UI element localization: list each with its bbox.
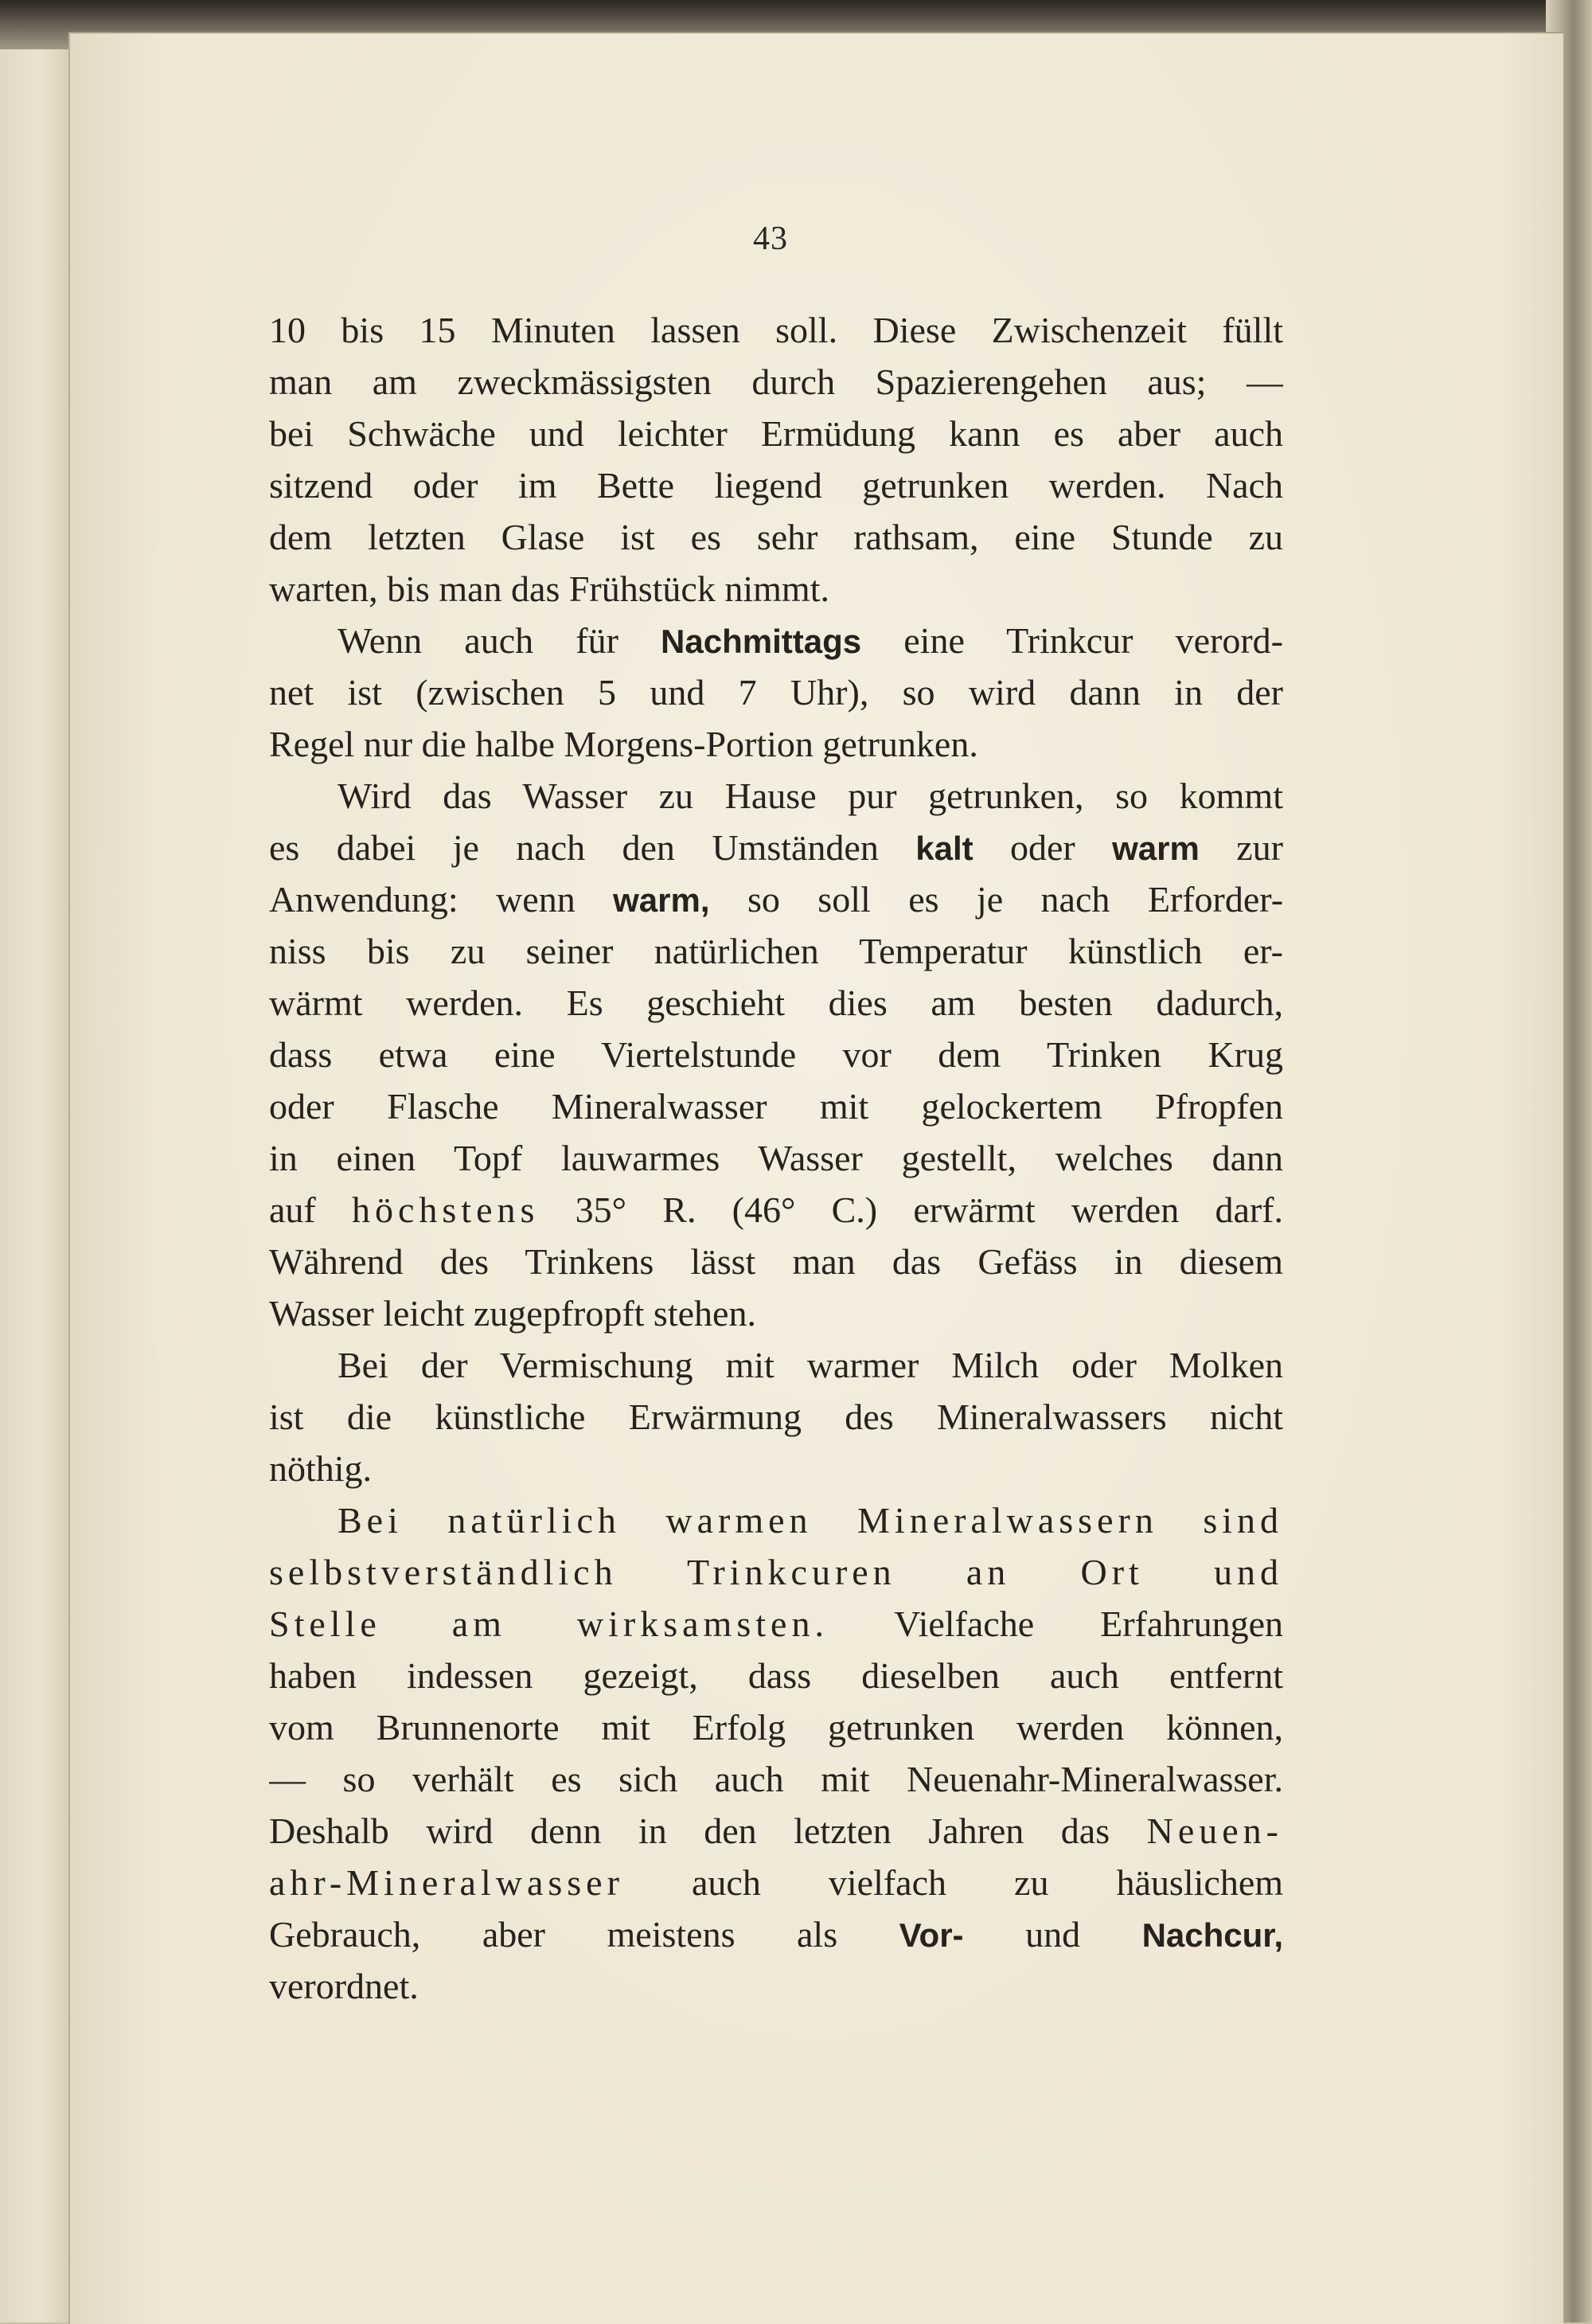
emphasis-nachcur: Nachcur,	[1141, 1916, 1283, 1954]
text-line: Regel nur die halbe Morgens-Portion getrunken.	[269, 724, 978, 764]
text-line	[269, 1908, 1283, 1960]
text-fragment: zur	[1236, 827, 1283, 868]
text-line: selbstverständlich Trinkcuren an Ort und	[269, 1552, 1283, 1592]
text-line: Bei der Vermischung mit warmer Milch oder Molken	[338, 1345, 1283, 1385]
text-line: net ist (zwischen 5 und 7 Uhr), so wird dann in der	[269, 672, 1283, 713]
text-line: verordnet.	[269, 1966, 419, 2006]
text-fragment: eine Trinkcur verord-	[903, 620, 1283, 661]
text-line	[269, 615, 1283, 666]
spaced-neuenahr: Neuen-	[1146, 1810, 1283, 1851]
text-line	[269, 822, 1283, 873]
page-number: 43	[753, 221, 788, 257]
spaced-hoechstens: höchstens	[351, 1189, 540, 1230]
emphasis-nachmittags: Nachmittags	[661, 623, 862, 660]
text-line	[269, 1805, 1283, 1857]
text-line: oder Flasche Mineralwasser mit gelockertem Pfropfen	[269, 1086, 1283, 1127]
text-fragment: Vielfache Erfahrungen	[894, 1603, 1283, 1644]
text-line: nöthig.	[269, 1448, 373, 1489]
text-fragment: 35° R. (46° C.) erwärmt werden darf.	[575, 1189, 1283, 1230]
emphasis-warm: warm	[1112, 830, 1200, 867]
text-line: dem letzten Glase ist es sehr rathsam, eine Stunde zu	[269, 517, 1283, 557]
text-line: Bei natürlich warmen Mineralwassern sind	[338, 1500, 1283, 1541]
text-line: man am zweckmässigsten durch Spazierengehen aus; —	[269, 361, 1283, 402]
text-line	[269, 1857, 1283, 1908]
text-line: Während des Trinkens lässt man das Gefäss in diesem	[269, 1241, 1283, 1282]
text-line	[269, 1598, 1283, 1650]
text-fragment: es dabei je nach den Umständen	[269, 827, 879, 868]
text-fragment: Anwendung: wenn	[269, 879, 576, 920]
text-line: Wasser leicht zugepfropft stehen.	[269, 1293, 756, 1334]
text-line: warten, bis man das Frühstück nimmt.	[269, 568, 829, 609]
text-line: wärmt werden. Es geschieht dies am besten dadurch,	[269, 982, 1283, 1023]
text-line: 10 bis 15 Minuten lassen soll. Diese Zwischenzeit füllt	[269, 310, 1283, 350]
text-line	[269, 1184, 1283, 1236]
book-gutter	[0, 49, 68, 2322]
emphasis-kalt: kalt	[915, 830, 974, 867]
text-line: dass etwa eine Viertelstunde vor dem Trinken Krug	[269, 1034, 1283, 1075]
spaced-fragment: Stelle am wirksamsten.	[269, 1603, 829, 1644]
emphasis-vor: Vor-	[899, 1916, 964, 1954]
text-line: bei Schwäche und leichter Ermüdung kann es aber auch	[269, 413, 1283, 454]
text-line: niss bis zu seiner natürlichen Temperatur künstlich er-	[269, 931, 1283, 971]
emphasis-warm: warm,	[613, 881, 710, 919]
text-line: in einen Topf lauwarmes Wasser gestellt, welches dann	[269, 1138, 1283, 1178]
text-line	[269, 873, 1283, 925]
text-fragment: Gebrauch, aber meistens als	[269, 1914, 838, 1955]
text-fragment: so soll es je nach Erforder-	[747, 879, 1283, 920]
text-fragment: Deshalb wird denn in den letzten Jahren das	[269, 1810, 1110, 1851]
body-text	[269, 304, 1283, 2012]
text-line: haben indessen gezeigt, dass dieselben auch entfernt	[269, 1655, 1283, 1696]
text-fragment: auf	[269, 1189, 316, 1230]
text-line: sitzend oder im Bette liegend getrunken werden. Nach	[269, 465, 1283, 506]
text-fragment: und	[1025, 1914, 1081, 1955]
text-line: ist die künstliche Erwärmung des Mineralwassers nicht	[269, 1396, 1283, 1437]
text-fragment: Wenn auch für	[338, 620, 618, 661]
spaced-neuenahr-mineralwasser: ahr-Mineralwasser	[269, 1862, 624, 1903]
text-fragment: oder	[1010, 827, 1075, 868]
text-line: — so verhält es sich auch mit Neuenahr-Mineralwasser.	[269, 1759, 1283, 1799]
text-line: Wird das Wasser zu Hause pur getrunken, so kommt	[338, 775, 1283, 816]
text-fragment: auch vielfach zu häuslichem	[691, 1862, 1283, 1903]
text-line: vom Brunnenorte mit Erfolg getrunken werden können,	[269, 1707, 1283, 1748]
